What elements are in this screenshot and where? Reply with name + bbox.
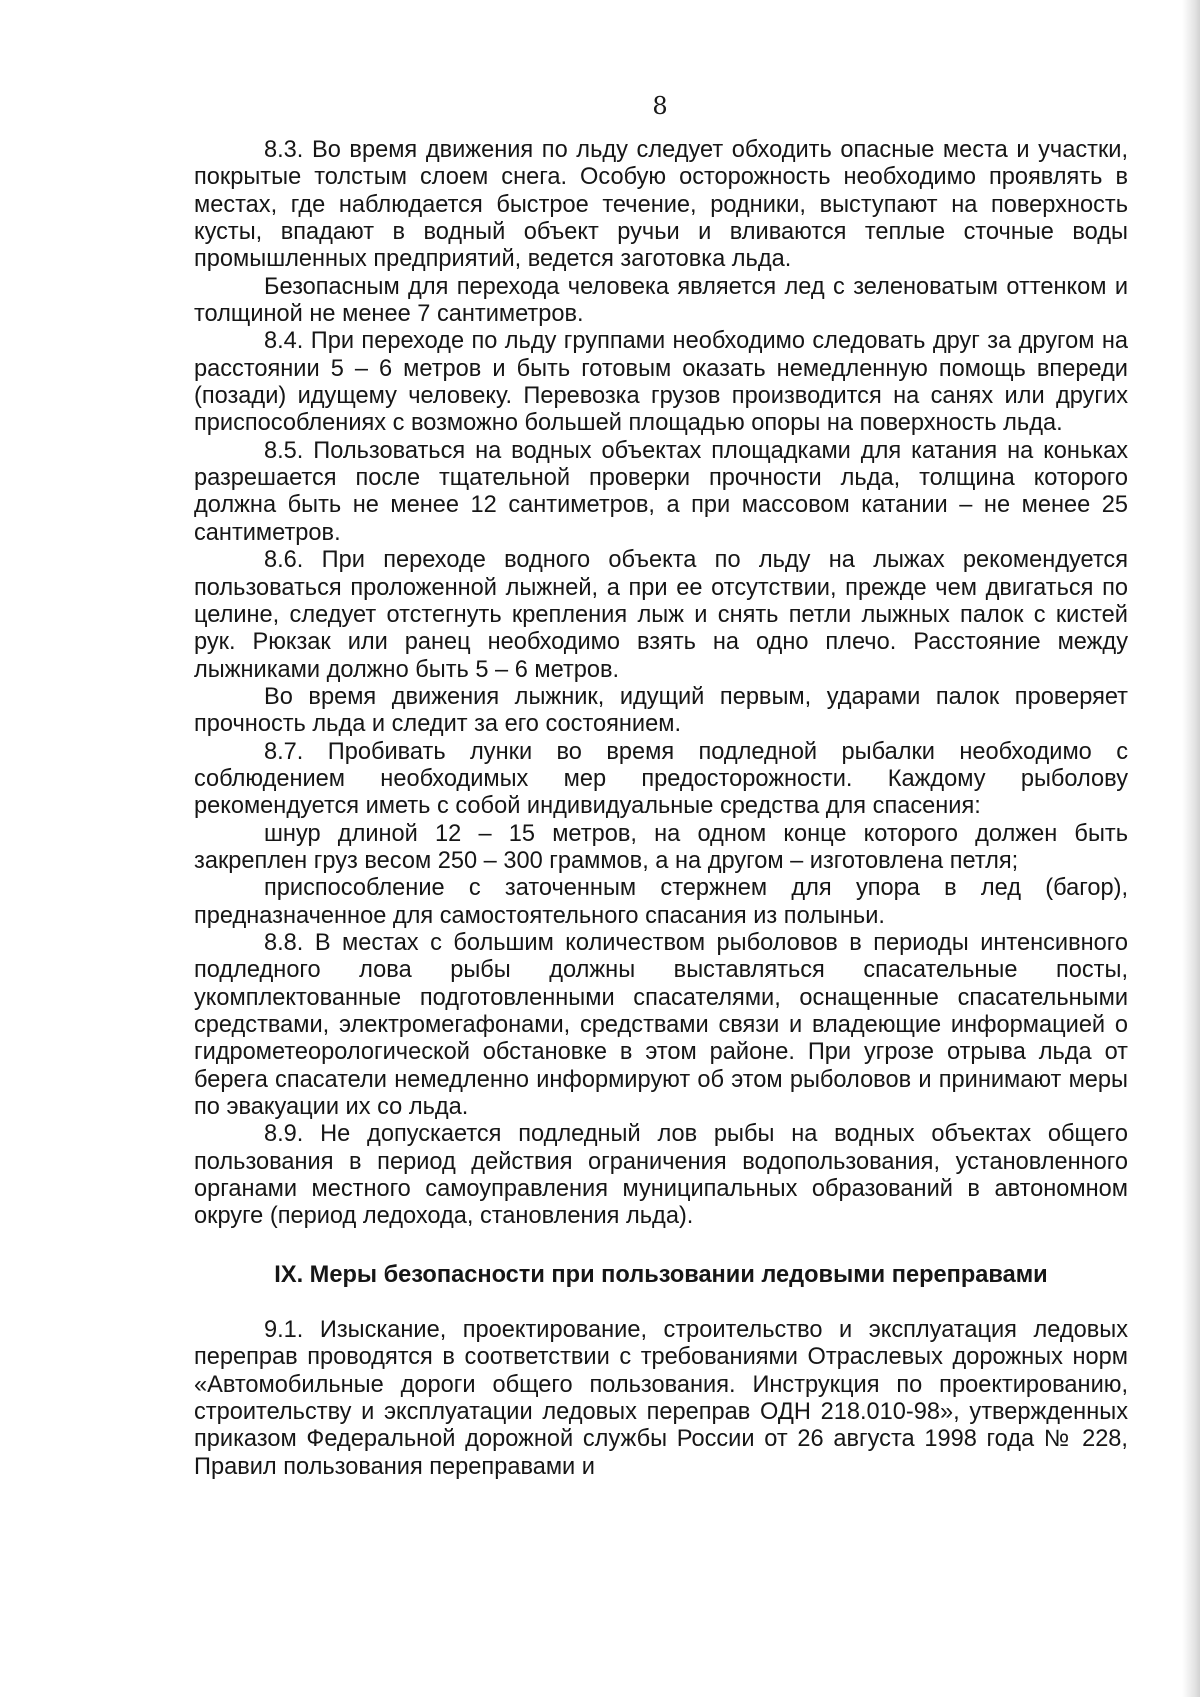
paragraph-8-9: 8.9. Не допускается подледный лов рыбы на водных объектах общего пользования в период действия ограничения водопользования, установленного органами местного самоуправления муниципальных образований в автономном округе (период ледохода, становления льда). bbox=[194, 1121, 1128, 1230]
paragraph-8-4: 8.4. При переходе по льду группами необходимо следовать друг за другом на расстоянии 5 – 6 метров и быть готовым оказать немедленную помощь впереди (позади) идущему человеку. Перевозка грузов производится на санях или других приспособлениях с возможно большей площадью опоры на поверхность льда. bbox=[194, 328, 1128, 437]
paragraph-hook: приспособление с заточенным стержнем для упора в лед (багор), предназначенное для самостоятельного спасания из полыньи. bbox=[194, 875, 1128, 929]
page-edge-shadow bbox=[1182, 0, 1200, 1697]
paragraph-ice-safety: Безопасным для перехода человека является лед с зеленоватым оттенком и толщиной не менее 7 сантиметров. bbox=[194, 273, 1128, 328]
section-heading: IX. Меры безопасности при пользовании ледовыми переправами bbox=[274, 1261, 1048, 1288]
paragraph-skier: Во время движения лыжник, идущий первым, ударами палок проверяет прочность льда и следит за его состоянием. bbox=[194, 683, 1128, 738]
paragraph-8-3: 8.3. Во время движения по льду следует обходить опасные места и участки, покрытые толстым слоем снега. Особую осторожность необходимо проявлять в местах, где наблюдается быстрое течение, родники, выступают на поверхность кусты, впадают в водный объект ручьи и вливаются теплые сточные воды промышленных предприятий, ведется заготовка льда. bbox=[194, 137, 1128, 273]
paragraph-8-6: 8.6. При переходе водного объекта по льду на лыжах рекомендуется пользоваться проложенной лыжней, а при ее отсутствии, прежде чем двигаться по целине, следует отстегнуть крепления лыж и снять петли лыжных палок с кистей рук. Рюкзак или ранец необходимо взять на одно плечо. Расстояние между лыжниками должно быть 5 – 6 метров. bbox=[194, 547, 1128, 683]
document-body bbox=[194, 137, 1128, 1481]
paragraph-rope: шнур длиной 12 – 15 метров, на одном конце которого должен быть закреплен груз весом 250 – 300 граммов, а на другом – изготовлена петля; bbox=[194, 820, 1128, 874]
page-number: 8 bbox=[652, 92, 668, 120]
paragraph-8-5: 8.5. Пользоваться на водных объектах площадками для катания на коньках разрешается после тщательной проверки прочности льда, толщина которого должна быть не менее 12 сантиметров, а при массовом катании – не менее 25 сантиметров. bbox=[194, 437, 1128, 546]
paragraph-9-1: 9.1. Изыскание, проектирование, строительство и эксплуатация ледовых переправ проводятся в соответствии с требованиями Отраслевых дорожных норм «Автомобильные дороги общего пользования. Инструкция по проектированию, строительству и эксплуатации ледовых переправ ОДН 218.010-98», утвержденных приказом Федеральной дорожной службы России от 26 августа 1998 года № 228, Правил пользования переправами и bbox=[194, 1317, 1128, 1480]
paragraph-8-8: 8.8. В местах с большим количеством рыболовов в периоды интенсивного подледного лова рыбы должны выставляться спасательные посты, укомплектованные подготовленными спасателями, оснащенные спасательными средствами, электромегафонами, средствами связи и владеющие информацией о гидрометеорологической обстановке в этом районе. При угрозе отрыва льда от берега спасатели немедленно информируют об этом рыболовов и принимают меры по эвакуации их со льда. bbox=[194, 929, 1128, 1121]
paragraph-8-7: 8.7. Пробивать лунки во время подледной рыбалки необходимо с соблюдением необходимых мер предосторожности. Каждому рыболову рекомендуется иметь с собой индивидуальные средства для спасения: bbox=[194, 738, 1128, 820]
